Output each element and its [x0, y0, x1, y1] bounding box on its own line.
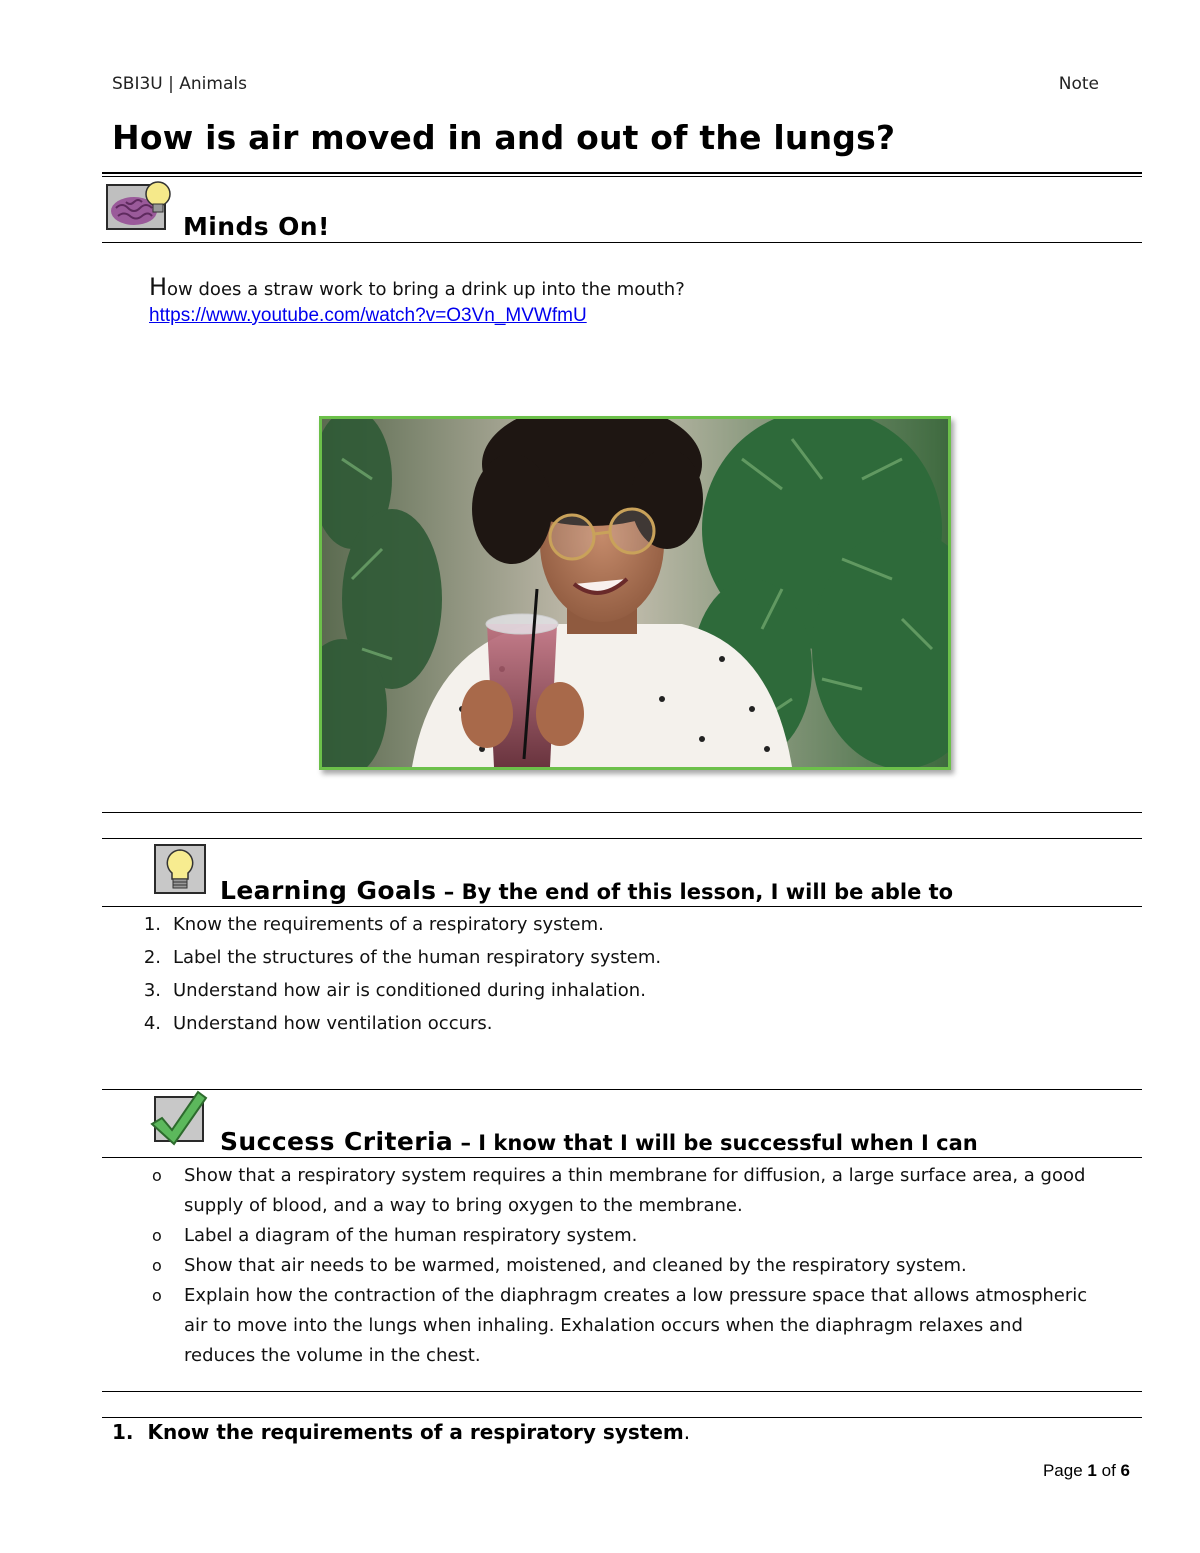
success-criteria-title: Success Criteria	[220, 1127, 454, 1156]
criteria-text: Show that air needs to be warmed, moistened, and cleaned by the respiratory system.	[184, 1255, 967, 1276]
learning-goals-heading	[220, 876, 953, 905]
goal-text: Label the structures of the human respiratory system.	[173, 946, 662, 968]
question-drop-letter: H	[149, 273, 168, 301]
minds-on-rule	[102, 242, 1142, 243]
goal-text: Understand how ventilation occurs.	[173, 1012, 493, 1034]
bullet: o	[152, 1166, 162, 1185]
section-rule-4	[102, 1391, 1142, 1392]
section-rule-1	[102, 812, 1142, 813]
goal-text: Know the requirements of a respiratory system.	[173, 913, 604, 935]
criteria-item	[148, 1161, 1098, 1221]
learning-goals-title: Learning Goals	[220, 876, 437, 905]
total-pages: 6	[1120, 1461, 1130, 1480]
youtube-link[interactable]: https://www.youtube.com/watch?v=O3Vn_MVWfmU	[149, 305, 587, 326]
current-page: 1	[1087, 1461, 1097, 1480]
section-1-heading	[112, 1420, 690, 1444]
criteria-text: Explain how the contraction of the diaphragm creates a low pressure space that allows atmospheric air to move into the lungs when inhaling. Exhalation occurs when the diaphragm relaxes and reduces the volume in the chest.	[184, 1285, 1088, 1366]
success-criteria-rule	[102, 1157, 1142, 1158]
photo-person-drinking	[319, 416, 951, 770]
success-criteria-list	[148, 1161, 1098, 1371]
learning-goal-item	[137, 908, 661, 941]
criteria-item	[148, 1221, 1098, 1251]
criteria-text: Show that a respiratory system requires a thin membrane for diffusion, a large surface area, a good supply of blood, and a way to bring oxygen to the membrane.	[184, 1165, 1086, 1216]
page-number	[1043, 1461, 1130, 1481]
header-course: SBI3U | Animals	[112, 74, 247, 94]
title-rule-top	[102, 172, 1142, 174]
goal-number: 4.	[143, 1012, 161, 1034]
minds-on-heading: Minds On!	[183, 212, 330, 241]
learning-goal-item	[137, 941, 661, 974]
criteria-item	[148, 1281, 1098, 1371]
goal-text: Understand how air is conditioned during inhalation.	[173, 979, 646, 1001]
learning-goals-list	[137, 908, 661, 1040]
goal-number: 1.	[143, 913, 161, 935]
section-rule-2	[102, 838, 1142, 839]
bullet: o	[152, 1226, 162, 1245]
brain-lightbulb-icon	[104, 178, 176, 234]
of-word: of	[1101, 1461, 1116, 1480]
section-rule-5	[102, 1417, 1142, 1418]
page-title: How is air moved in and out of the lungs?	[112, 118, 896, 157]
title-rule-bottom	[102, 176, 1142, 177]
minds-on-question	[149, 272, 685, 305]
question-text: ow does a straw work to bring a drink up into the mouth?	[167, 279, 685, 300]
criteria-item	[148, 1251, 1098, 1281]
learning-goal-item	[137, 974, 661, 1007]
section-rule-3	[102, 1089, 1142, 1090]
goal-number: 2.	[143, 946, 161, 968]
section-1-title: Know the requirements of a respiratory system	[147, 1420, 684, 1444]
bullet: o	[152, 1286, 162, 1305]
success-criteria-heading	[220, 1127, 978, 1156]
section-1-number: 1.	[112, 1420, 134, 1444]
photo-illustration	[322, 419, 948, 767]
checkmark-icon	[148, 1090, 210, 1148]
lightbulb-icon	[152, 842, 208, 898]
section-1-period: .	[683, 1420, 691, 1444]
criteria-text: Label a diagram of the human respiratory system.	[184, 1225, 638, 1246]
learning-goal-item	[137, 1007, 661, 1040]
learning-goals-rule	[102, 906, 1142, 907]
learning-goals-subtitle: – By the end of this lesson, I will be able to	[436, 880, 954, 904]
page-word: Page	[1042, 1461, 1083, 1480]
bullet: o	[152, 1256, 162, 1275]
success-criteria-subtitle: – I know that I will be successful when I can	[453, 1131, 978, 1155]
goal-number: 3.	[143, 979, 161, 1001]
header-note: Note	[1058, 74, 1099, 94]
